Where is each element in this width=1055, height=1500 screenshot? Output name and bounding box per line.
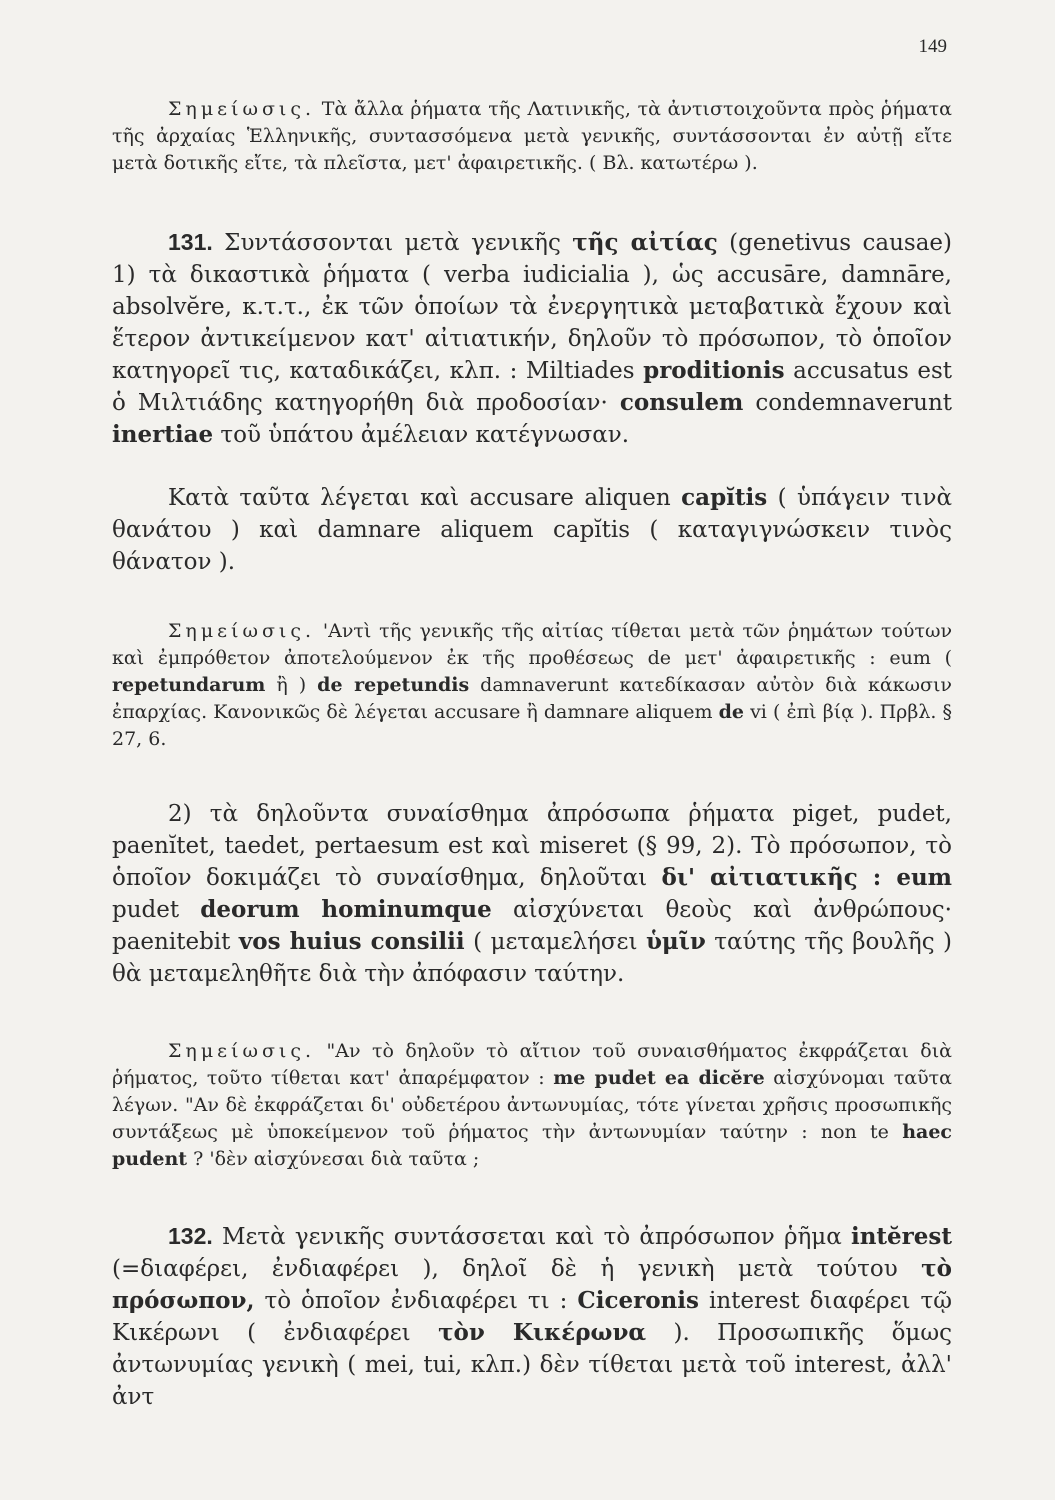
bold-run: capĭtis bbox=[681, 484, 768, 511]
text-run: "Αν τὸ δηλοῦν τὸ αἴτιον τοῦ συναισθήματος ἐκφράζεται διὰ ῥήματος, τοῦτο τίθεται κατ' ἀπαρέμφατον : bbox=[112, 1040, 952, 1089]
capitis-paragraph bbox=[112, 482, 952, 578]
text-run: accusatus est ὁ Μιλτιάδης κατηγορήθη διὰ προδοσίαν· bbox=[112, 358, 952, 416]
bold-run: de bbox=[718, 701, 744, 723]
impersonal-verbs-paragraph bbox=[112, 798, 952, 990]
note-3-paragraph bbox=[112, 1038, 952, 1173]
text-run: τὸ ὁποῖον ἐνδιαφέρει τι : bbox=[254, 1288, 578, 1314]
bold-run: δι' αἰτιατικῆς : eum bbox=[661, 864, 953, 891]
text-run: ). Προσωπικῆς ὅμως ἀντωνυμίας γενικὴ ( mei, tui, κλπ.) δὲν τίθεται μετὰ τοῦ interest, ἀλλ' ἀντ bbox=[112, 1320, 952, 1410]
bold-run: repetundarum bbox=[112, 674, 266, 696]
bold-run: me pudet ea dicĕre bbox=[553, 1067, 765, 1089]
bold-run: intĕrest bbox=[850, 1223, 952, 1250]
section-number: 132. bbox=[168, 1223, 213, 1249]
text-run: ? 'δὲν αἰσχύνεσαι διὰ ταῦτα ; bbox=[187, 1148, 480, 1170]
note-label: Σημείωσις. bbox=[168, 98, 316, 120]
bold-run: ὑμῖν bbox=[645, 928, 706, 955]
text-run: 'Αντὶ τῆς γενικῆς τῆς αἰτίας τίθεται μετὰ τῶν ῥημάτων τούτων καὶ ἐμπρόθετον ἀποτελούμενον ἐκ τῆς προθέσεως de μετ' ἀφαιρετικῆς : eum ( bbox=[112, 620, 952, 669]
text-run: pudet bbox=[112, 897, 201, 923]
note-1-paragraph bbox=[112, 96, 952, 177]
text-run: τοῦ ὑπάτου ἀμέλειαν κατέγνωσαν. bbox=[213, 422, 630, 448]
text-run: 2) τὰ δηλοῦντα συναίσθημα ἀπρόσωπα ῥήματα piget, pudet, paenĭtet, taedet, pertaesum est καὶ miseret (§ 99, 2). Τὸ πρόσωπον, τὸ ὁποῖον δοκιμάζει τὸ συναίσθημα, δηλοῦται bbox=[112, 801, 952, 891]
section-132-paragraph bbox=[112, 1220, 952, 1413]
text-run: damnaverunt κατεδίκασαν αὐτὸν διὰ κάκωσιν ἐπαρχίας. Κανονικῶς δὲ λέγεται accusare ἢ damnare aliquem bbox=[112, 674, 952, 723]
bold-run: proditionis bbox=[643, 357, 785, 384]
text-run: interest διαφέρει τῷ Κικέρωνι ( ἐνδιαφέρει bbox=[112, 1288, 952, 1346]
text-run: αἰσχύνεται θεοὺς καὶ ἀνθρώπους· paenitebit bbox=[112, 897, 952, 955]
text-run: ταύτης τῆς βουλῆς ) θὰ μεταμεληθῆτε διὰ τὴν ἀπόφασιν ταύτην. bbox=[112, 929, 953, 987]
note-label: Σημείωσις. bbox=[168, 620, 316, 642]
note-2-paragraph bbox=[112, 618, 952, 753]
note-text: Τὰ ἄλλα ῥήματα τῆς Λατινικῆς, τὰ ἀντιστοιχοῦντα πρὸς ῥήματα τῆς ἀρχαίας Ἑλληνικῆς, συντασσόμενα μετὰ γενικῆς, συντάσσονται ἐν αὐτῇ εἴτε μετὰ δοτικῆς εἴτε, τὰ πλεῖστα, μετ' ἀφαιρετικῆς. ( Βλ. κατωτέρω ). bbox=[112, 98, 952, 174]
paragraph-impersonal-verbs bbox=[112, 798, 952, 990]
text-run: αἰσχύνομαι ταῦτα λέγων. "Αν δὲ ἐκφράζεται δι' οὐδετέρου ἀντωνυμίας, τότε γίνεται χρῆσις προσωπικῆς συντάξεως μὲ ὑποκείμενον τοῦ ῥήματος τὴν ἀντωνυμίαν ταύτην : non te bbox=[112, 1067, 953, 1143]
text-run: ( ὑπάγειν τινὰ θανάτου ) καὶ damnare aliquem capĭtis ( καταγιγνώσκειν τινὸς θάνατον ). bbox=[112, 485, 952, 575]
bold-run: vos huius consilii bbox=[238, 928, 465, 955]
text-run: condemnaverunt bbox=[743, 390, 952, 416]
note-2 bbox=[112, 618, 952, 753]
text-run: (genetivus causae) 1) τὰ δικαστικὰ ῥήματα ( verba iudicialia ), ὡς accusāre, damnāre, absolvĕre, κ.τ.τ., ἐκ τῶν ὁποίων τὰ ἐνεργητικὰ μεταβατικὰ ἔχουν καὶ ἕτερον ἀντικείμενον κατ' αἰτιατικήν, δηλοῦν τὸ πρόσωπον, τὸ ὁποῖον κατηγορεῖ τις, καταδικάζει, κλπ. : Miltiades bbox=[112, 230, 953, 384]
text-run: Συντάσσονται μετὰ γενικῆς bbox=[212, 230, 573, 256]
text-run: ἢ ) bbox=[265, 674, 318, 696]
paragraph-capitis bbox=[112, 482, 952, 578]
bold-run: inertiae bbox=[112, 421, 214, 448]
text-run: ( μεταμελήσει bbox=[464, 929, 646, 955]
bold-run: τὸ πρόσωπον, bbox=[112, 1255, 952, 1314]
section-131 bbox=[112, 226, 952, 451]
text-run: vi ( ἐπὶ βίᾳ ). Πρβλ. § 27, 6. bbox=[112, 701, 953, 750]
section-131-paragraph bbox=[112, 226, 952, 451]
section-number: 131. bbox=[168, 229, 213, 255]
note-label: Σημείωσις. bbox=[168, 1040, 316, 1062]
text-run: (=διαφέρει, ἐνδιαφέρει ), δηλοῖ δὲ ἡ γενικὴ μετὰ τούτου bbox=[112, 1256, 922, 1282]
page-number: 149 bbox=[918, 36, 947, 57]
text-run: Κατὰ ταῦτα λέγεται καὶ accusare aliquen bbox=[168, 485, 682, 511]
bold-run: τῆς αἰτίας bbox=[572, 229, 718, 256]
text-run: Μετὰ γενικῆς συντάσσεται καὶ τὸ ἀπρόσωπον ῥῆμα bbox=[212, 1224, 851, 1250]
bold-run: Ciceronis bbox=[577, 1287, 699, 1314]
note-1 bbox=[112, 96, 952, 177]
bold-run: haec pudent bbox=[112, 1121, 952, 1170]
bold-run: de repetundis bbox=[317, 674, 470, 696]
bold-run: consulem bbox=[619, 389, 744, 416]
section-132 bbox=[112, 1220, 952, 1413]
bold-run: deorum hominumque bbox=[200, 896, 492, 923]
note-3 bbox=[112, 1038, 952, 1173]
bold-run: τὸν Κικέρωνα bbox=[438, 1319, 647, 1346]
